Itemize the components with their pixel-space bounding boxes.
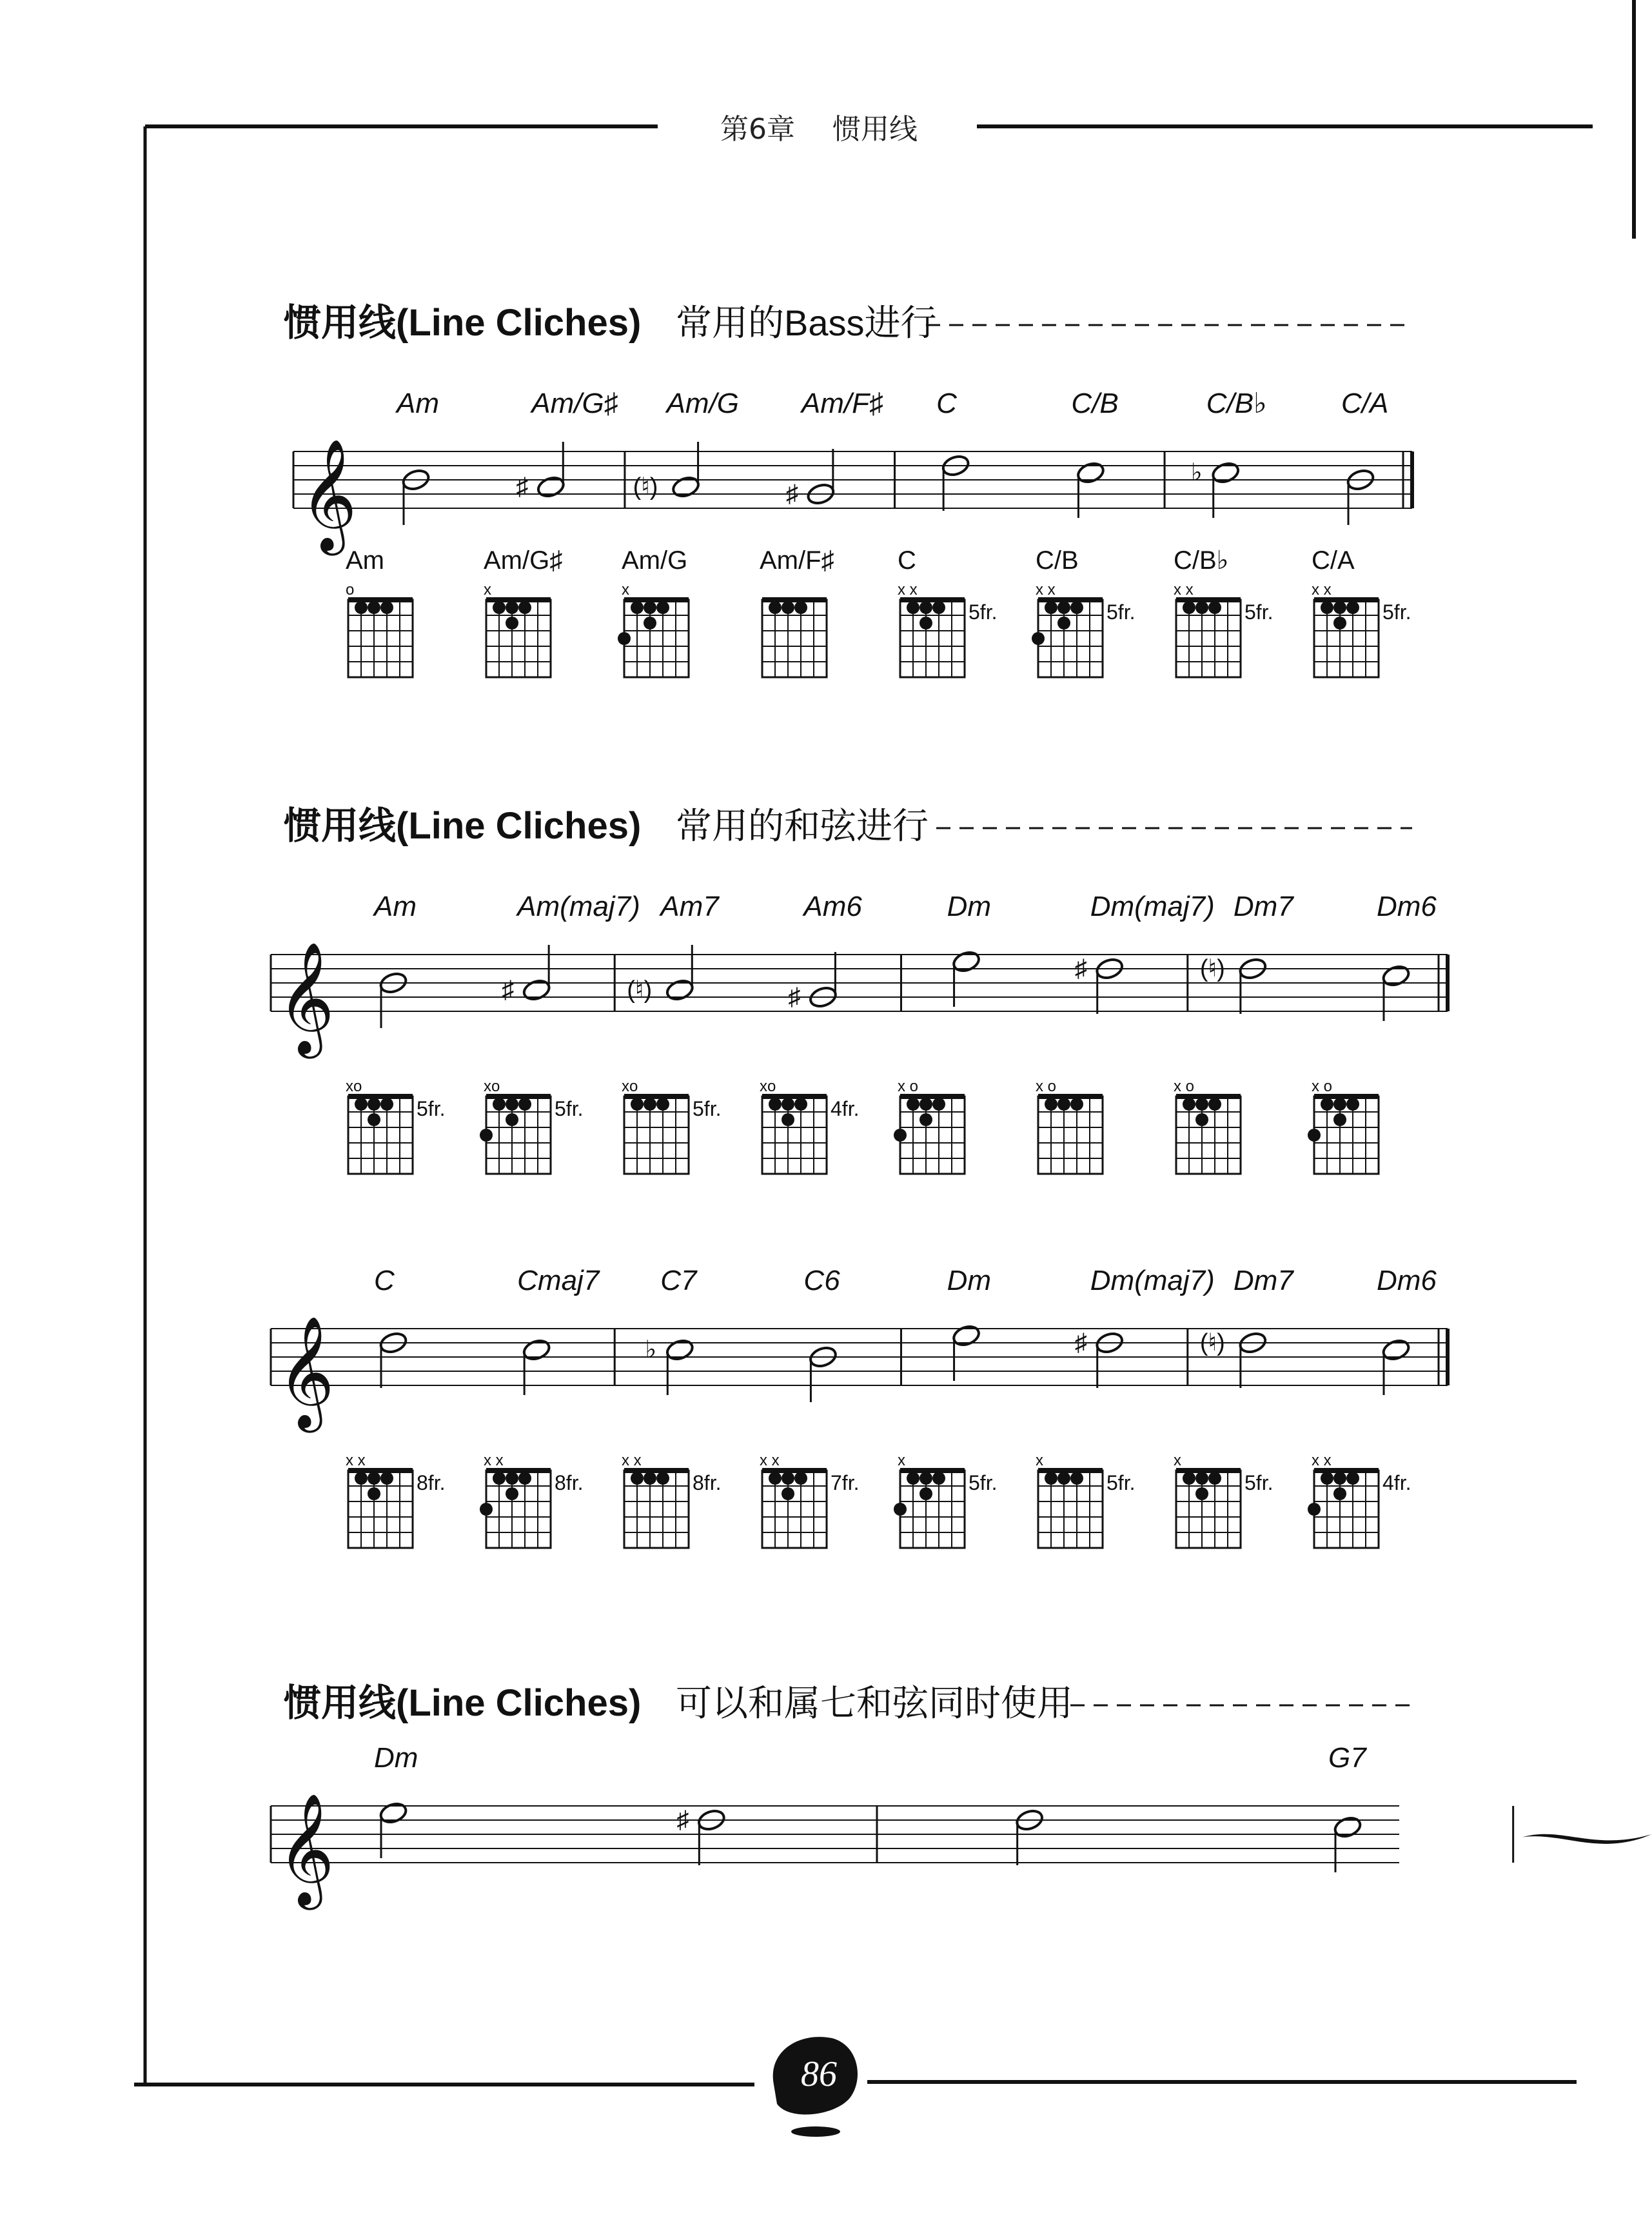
- open-mute-markers: x x: [1312, 1452, 1332, 1469]
- finger-dot: [894, 1129, 907, 1142]
- finger-dot: [656, 1472, 669, 1485]
- finger-dot: [794, 601, 807, 614]
- finger-dot: [644, 601, 656, 614]
- chord-symbol: Am(maj7): [517, 891, 640, 922]
- section-heading-text: 可以和属七和弦同时使用: [676, 1683, 1073, 1723]
- finger-dot: [380, 1098, 393, 1111]
- open-mute-markers: x x: [484, 1452, 504, 1469]
- open-mute-markers: xo: [760, 1078, 776, 1095]
- finger-dot: [1321, 1098, 1333, 1111]
- chord-diagram: [760, 546, 834, 677]
- chord-symbol: C/B: [1071, 388, 1119, 419]
- chord-symbol: Dm: [947, 1265, 992, 1296]
- finger-dot: [368, 1472, 380, 1485]
- open-mute-markers: x x: [898, 581, 918, 599]
- finger-dot: [380, 1472, 393, 1485]
- finger-dot: [380, 601, 393, 614]
- chapter-title: 惯用线: [832, 113, 918, 146]
- finger-dot: [782, 601, 794, 614]
- finger-dot: [1333, 1487, 1346, 1500]
- finger-dot: [355, 1472, 368, 1485]
- finger-dot: [506, 1098, 518, 1111]
- treble-clef: 𝄞: [277, 1794, 335, 1903]
- finger-dot: [368, 601, 380, 614]
- chord-symbol: Am: [397, 388, 439, 419]
- finger-dot: [769, 1098, 782, 1111]
- finger-dot: [493, 1098, 506, 1111]
- chord-symbol: Am/F♯: [801, 388, 883, 419]
- finger-dot: [1057, 601, 1070, 614]
- chord-symbol: C: [374, 1265, 395, 1296]
- section-heading: [283, 302, 1412, 344]
- chord-diagram: [346, 1452, 445, 1548]
- finger-dot: [1032, 632, 1045, 645]
- half-note-head: [379, 1801, 408, 1825]
- finger-dot: [907, 1098, 919, 1111]
- chord-symbol: Cmaj7: [517, 1265, 600, 1296]
- open-mute-markers: x x: [622, 1452, 642, 1469]
- accidental: (♮): [1199, 1329, 1225, 1356]
- chord-diagram: [346, 1078, 445, 1174]
- section-heading-bold: 惯用线(Line Cliches): [284, 302, 642, 344]
- finger-dot: [894, 1503, 907, 1516]
- finger-dot: [1346, 1098, 1359, 1111]
- finger-dot: [1057, 617, 1070, 629]
- finger-dot: [1208, 1472, 1221, 1485]
- finger-dot: [1208, 1098, 1221, 1111]
- finger-dot: [368, 1487, 380, 1500]
- open-mute-markers: x: [898, 1452, 905, 1469]
- open-mute-markers: x: [1036, 1452, 1043, 1469]
- chord-diagram: [480, 1078, 583, 1174]
- open-mute-markers: x: [484, 581, 491, 599]
- chord-diagram: [760, 1452, 859, 1548]
- chord-diagram: [484, 546, 562, 677]
- chord-symbol: C/B♭: [1206, 388, 1267, 419]
- accidental: ♯: [785, 480, 798, 508]
- finger-dot: [506, 617, 518, 629]
- section-heading-bold: 惯用线(Line Cliches): [284, 805, 642, 847]
- chord-symbol: C6: [803, 1265, 840, 1296]
- staff: [271, 891, 1448, 1059]
- finger-dot: [907, 1472, 919, 1485]
- open-mute-markers: x o: [1312, 1078, 1333, 1095]
- finger-dot: [644, 1472, 656, 1485]
- finger-dot: [1195, 1113, 1208, 1126]
- finger-dot: [1195, 1472, 1208, 1485]
- finger-dot: [1333, 601, 1346, 614]
- fret-position-label: 5fr.: [417, 1097, 446, 1120]
- finger-dot: [1333, 1472, 1346, 1485]
- chord-diagram: [622, 1078, 721, 1174]
- accidental: ♯: [676, 1807, 689, 1834]
- finger-dot: [518, 1098, 531, 1111]
- finger-dot: [794, 1098, 807, 1111]
- finger-dot: [919, 617, 932, 629]
- fret-position-label: 5fr.: [1106, 600, 1136, 624]
- open-mute-markers: x: [1174, 1452, 1181, 1469]
- finger-dot: [907, 601, 919, 614]
- half-note-head: [665, 1338, 694, 1362]
- finger-dot: [644, 617, 656, 629]
- finger-dot: [631, 601, 644, 614]
- page-number: 86: [801, 2054, 837, 2094]
- chord-symbol: Am/G♯: [531, 388, 618, 419]
- half-note-head: [951, 949, 981, 974]
- chord-symbol: Am7: [660, 891, 719, 922]
- finger-dot: [769, 601, 782, 614]
- half-note-head: [522, 1338, 551, 1362]
- chord-symbol: C: [936, 388, 957, 419]
- half-note-head: [1381, 1338, 1411, 1362]
- half-note-head: [671, 475, 700, 499]
- fret-position-label: 5fr.: [1244, 1471, 1273, 1494]
- open-mute-markers: x o: [898, 1078, 919, 1095]
- accidental: ♯: [1074, 1329, 1087, 1356]
- finger-dot: [1195, 1487, 1208, 1500]
- chord-diagram: [1032, 546, 1135, 677]
- accidental: (♮): [627, 976, 653, 1004]
- chord-diagram: [1312, 546, 1411, 677]
- open-mute-markers: o: [346, 581, 355, 599]
- chord-symbol: Dm7: [1233, 891, 1293, 922]
- half-note-head: [1333, 1815, 1362, 1839]
- chord-diagram-name: C: [898, 546, 916, 575]
- chapter-number: 第6章: [720, 113, 795, 146]
- fret-position-label: 8fr.: [417, 1471, 446, 1494]
- finger-dot: [1333, 1113, 1346, 1126]
- half-note-head: [665, 978, 694, 1002]
- open-mute-markers: x x: [1312, 581, 1332, 599]
- chord-diagram-name: Am/G: [622, 546, 688, 575]
- chord-diagram: [1308, 1078, 1379, 1174]
- chord-diagram: [894, 1078, 965, 1174]
- accidental: (♮): [1199, 955, 1225, 982]
- finger-dot: [782, 1113, 794, 1126]
- finger-dot: [368, 1113, 380, 1126]
- fret-position-label: 5fr.: [1106, 1471, 1136, 1494]
- chord-symbol: C7: [660, 1265, 697, 1296]
- open-mute-markers: x: [622, 581, 629, 599]
- chord-diagram: [898, 546, 997, 677]
- finger-dot: [919, 1472, 932, 1485]
- chord-diagram-name: Am/G♯: [484, 546, 563, 575]
- finger-dot: [1321, 1472, 1333, 1485]
- finger-dot: [1346, 601, 1359, 614]
- finger-dot: [506, 1472, 518, 1485]
- staff: [271, 1265, 1448, 1433]
- finger-dot: [1321, 601, 1333, 614]
- fret-position-label: 8fr.: [693, 1471, 722, 1494]
- section-heading-text: 常用的和弦进行: [676, 806, 929, 846]
- finger-dot: [794, 1472, 807, 1485]
- finger-dot: [355, 601, 368, 614]
- treble-clef: 𝄞: [300, 440, 357, 548]
- finger-dot: [493, 1472, 506, 1485]
- finger-dot: [1183, 1098, 1195, 1111]
- open-mute-markers: x o: [1174, 1078, 1195, 1095]
- open-mute-markers: x o: [1036, 1078, 1057, 1095]
- section-heading-text: 常用的Bass进行: [676, 302, 937, 343]
- fret-position-label: 5fr.: [969, 1471, 998, 1494]
- chord-diagram: [622, 1452, 721, 1548]
- open-mute-markers: x x: [1174, 581, 1194, 599]
- half-note-head: [1381, 964, 1411, 988]
- chord-diagram: [1174, 1452, 1273, 1548]
- finger-dot: [1308, 1129, 1321, 1142]
- finger-dot: [656, 601, 669, 614]
- fret-position-label: 5fr.: [555, 1097, 584, 1120]
- half-note-head: [951, 1323, 981, 1348]
- chord-diagram: [480, 1452, 583, 1548]
- chord-diagram: [618, 546, 689, 677]
- fret-position-label: 5fr.: [693, 1097, 722, 1120]
- chord-diagram-name: C/B♭: [1174, 546, 1229, 575]
- finger-dot: [769, 1472, 782, 1485]
- chord-symbol: Dm(maj7): [1090, 1265, 1215, 1296]
- finger-dot: [1346, 1472, 1359, 1485]
- finger-dot: [518, 1472, 531, 1485]
- half-note-head: [1076, 461, 1105, 485]
- chord-symbol: C/A: [1341, 388, 1389, 419]
- chord-symbol: Dm: [947, 891, 992, 922]
- whole-rest-tie: [1522, 1834, 1651, 1844]
- chord-symbol: Am6: [803, 891, 862, 922]
- chord-diagram: [1036, 1078, 1103, 1174]
- chord-symbol: Dm(maj7): [1090, 891, 1215, 922]
- finger-dot: [1070, 601, 1083, 614]
- fret-position-label: 5fr.: [1244, 600, 1273, 624]
- chord-symbol: Am/G: [666, 388, 740, 419]
- chord-diagram: [346, 546, 413, 677]
- finger-dot: [355, 1098, 368, 1111]
- half-note-head: [522, 978, 551, 1002]
- finger-dot: [919, 601, 932, 614]
- accidental: ♭: [645, 1336, 657, 1363]
- finger-dot: [1045, 601, 1057, 614]
- finger-dot: [493, 601, 506, 614]
- finger-dot: [506, 601, 518, 614]
- fret-position-label: 8fr.: [555, 1471, 584, 1494]
- accidental: ♭: [1190, 459, 1203, 486]
- finger-dot: [1333, 1098, 1346, 1111]
- chord-symbol: Dm: [374, 1742, 418, 1774]
- accidental: ♯: [502, 976, 515, 1004]
- finger-dot: [1070, 1098, 1083, 1111]
- section-heading: [283, 1682, 1412, 1724]
- finger-dot: [506, 1487, 518, 1500]
- staff: [271, 1742, 1651, 1910]
- finger-dot: [932, 1472, 945, 1485]
- half-note-head: [536, 475, 565, 499]
- finger-dot: [1183, 1472, 1195, 1485]
- chord-symbol: Am: [374, 891, 417, 922]
- finger-dot: [618, 632, 631, 645]
- chord-diagram: [1036, 1452, 1135, 1548]
- chord-diagram-name: C/B: [1036, 546, 1079, 575]
- section-heading-bold: 惯用线(Line Cliches): [284, 1682, 642, 1724]
- finger-dot: [1070, 1472, 1083, 1485]
- open-mute-markers: xo: [622, 1078, 638, 1095]
- open-mute-markers: x x: [760, 1452, 780, 1469]
- finger-dot: [644, 1098, 656, 1111]
- chord-diagram: [1174, 546, 1273, 677]
- finger-dot: [919, 1487, 932, 1500]
- chord-diagram: [1308, 1452, 1411, 1548]
- finger-dot: [1308, 1503, 1321, 1516]
- accidental: ♯: [516, 473, 529, 500]
- finger-dot: [1045, 1472, 1057, 1485]
- finger-dot: [631, 1098, 644, 1111]
- chord-diagram: [1174, 1078, 1241, 1174]
- finger-dot: [1333, 617, 1346, 629]
- finger-dot: [656, 1098, 669, 1111]
- finger-dot: [782, 1098, 794, 1111]
- staff: [293, 388, 1412, 556]
- chord-diagram: [894, 1452, 997, 1548]
- finger-dot: [782, 1472, 794, 1485]
- finger-dot: [1195, 601, 1208, 614]
- finger-dot: [1208, 601, 1221, 614]
- fret-position-label: 5fr.: [1382, 600, 1411, 624]
- fret-position-label: 5fr.: [969, 600, 998, 624]
- finger-dot: [1195, 1098, 1208, 1111]
- finger-dot: [368, 1098, 380, 1111]
- finger-dot: [1057, 1472, 1070, 1485]
- fret-position-label: 4fr.: [1382, 1471, 1411, 1494]
- open-mute-markers: x x: [1036, 581, 1056, 599]
- chord-diagram-name: Am: [346, 546, 384, 575]
- section-heading: [283, 805, 1412, 847]
- finger-dot: [480, 1129, 493, 1142]
- finger-dot: [919, 1113, 932, 1126]
- treble-clef: 𝄞: [277, 1317, 335, 1425]
- chord-symbol: G7: [1328, 1742, 1366, 1774]
- finger-dot: [631, 1472, 644, 1485]
- finger-dot: [518, 601, 531, 614]
- finger-dot: [1057, 1098, 1070, 1111]
- finger-dot: [932, 1098, 945, 1111]
- finger-dot: [1045, 1098, 1057, 1111]
- chord-symbol: Dm6: [1377, 891, 1437, 922]
- treble-clef: 𝄞: [277, 943, 335, 1051]
- fret-position-label: 7fr.: [831, 1471, 860, 1494]
- accidental: ♯: [1074, 955, 1087, 982]
- accidental: ♯: [788, 984, 801, 1011]
- chord-diagram-name: C/A: [1312, 546, 1355, 575]
- finger-dot: [506, 1113, 518, 1126]
- chord-diagram-name: Am/F♯: [760, 546, 834, 575]
- finger-dot: [932, 601, 945, 614]
- open-mute-markers: xo: [484, 1078, 500, 1095]
- finger-dot: [480, 1503, 493, 1516]
- chord-symbol: Dm7: [1233, 1265, 1293, 1296]
- finger-dot: [782, 1487, 794, 1500]
- chord-diagram: [760, 1078, 859, 1174]
- chord-symbol: Dm6: [1377, 1265, 1437, 1296]
- accidental: (♮): [633, 473, 658, 500]
- finger-dot: [919, 1098, 932, 1111]
- fret-position-label: 4fr.: [831, 1097, 860, 1120]
- open-mute-markers: x x: [346, 1452, 366, 1469]
- open-mute-markers: xo: [346, 1078, 362, 1095]
- half-note-head: [1210, 461, 1240, 485]
- finger-dot: [1183, 601, 1195, 614]
